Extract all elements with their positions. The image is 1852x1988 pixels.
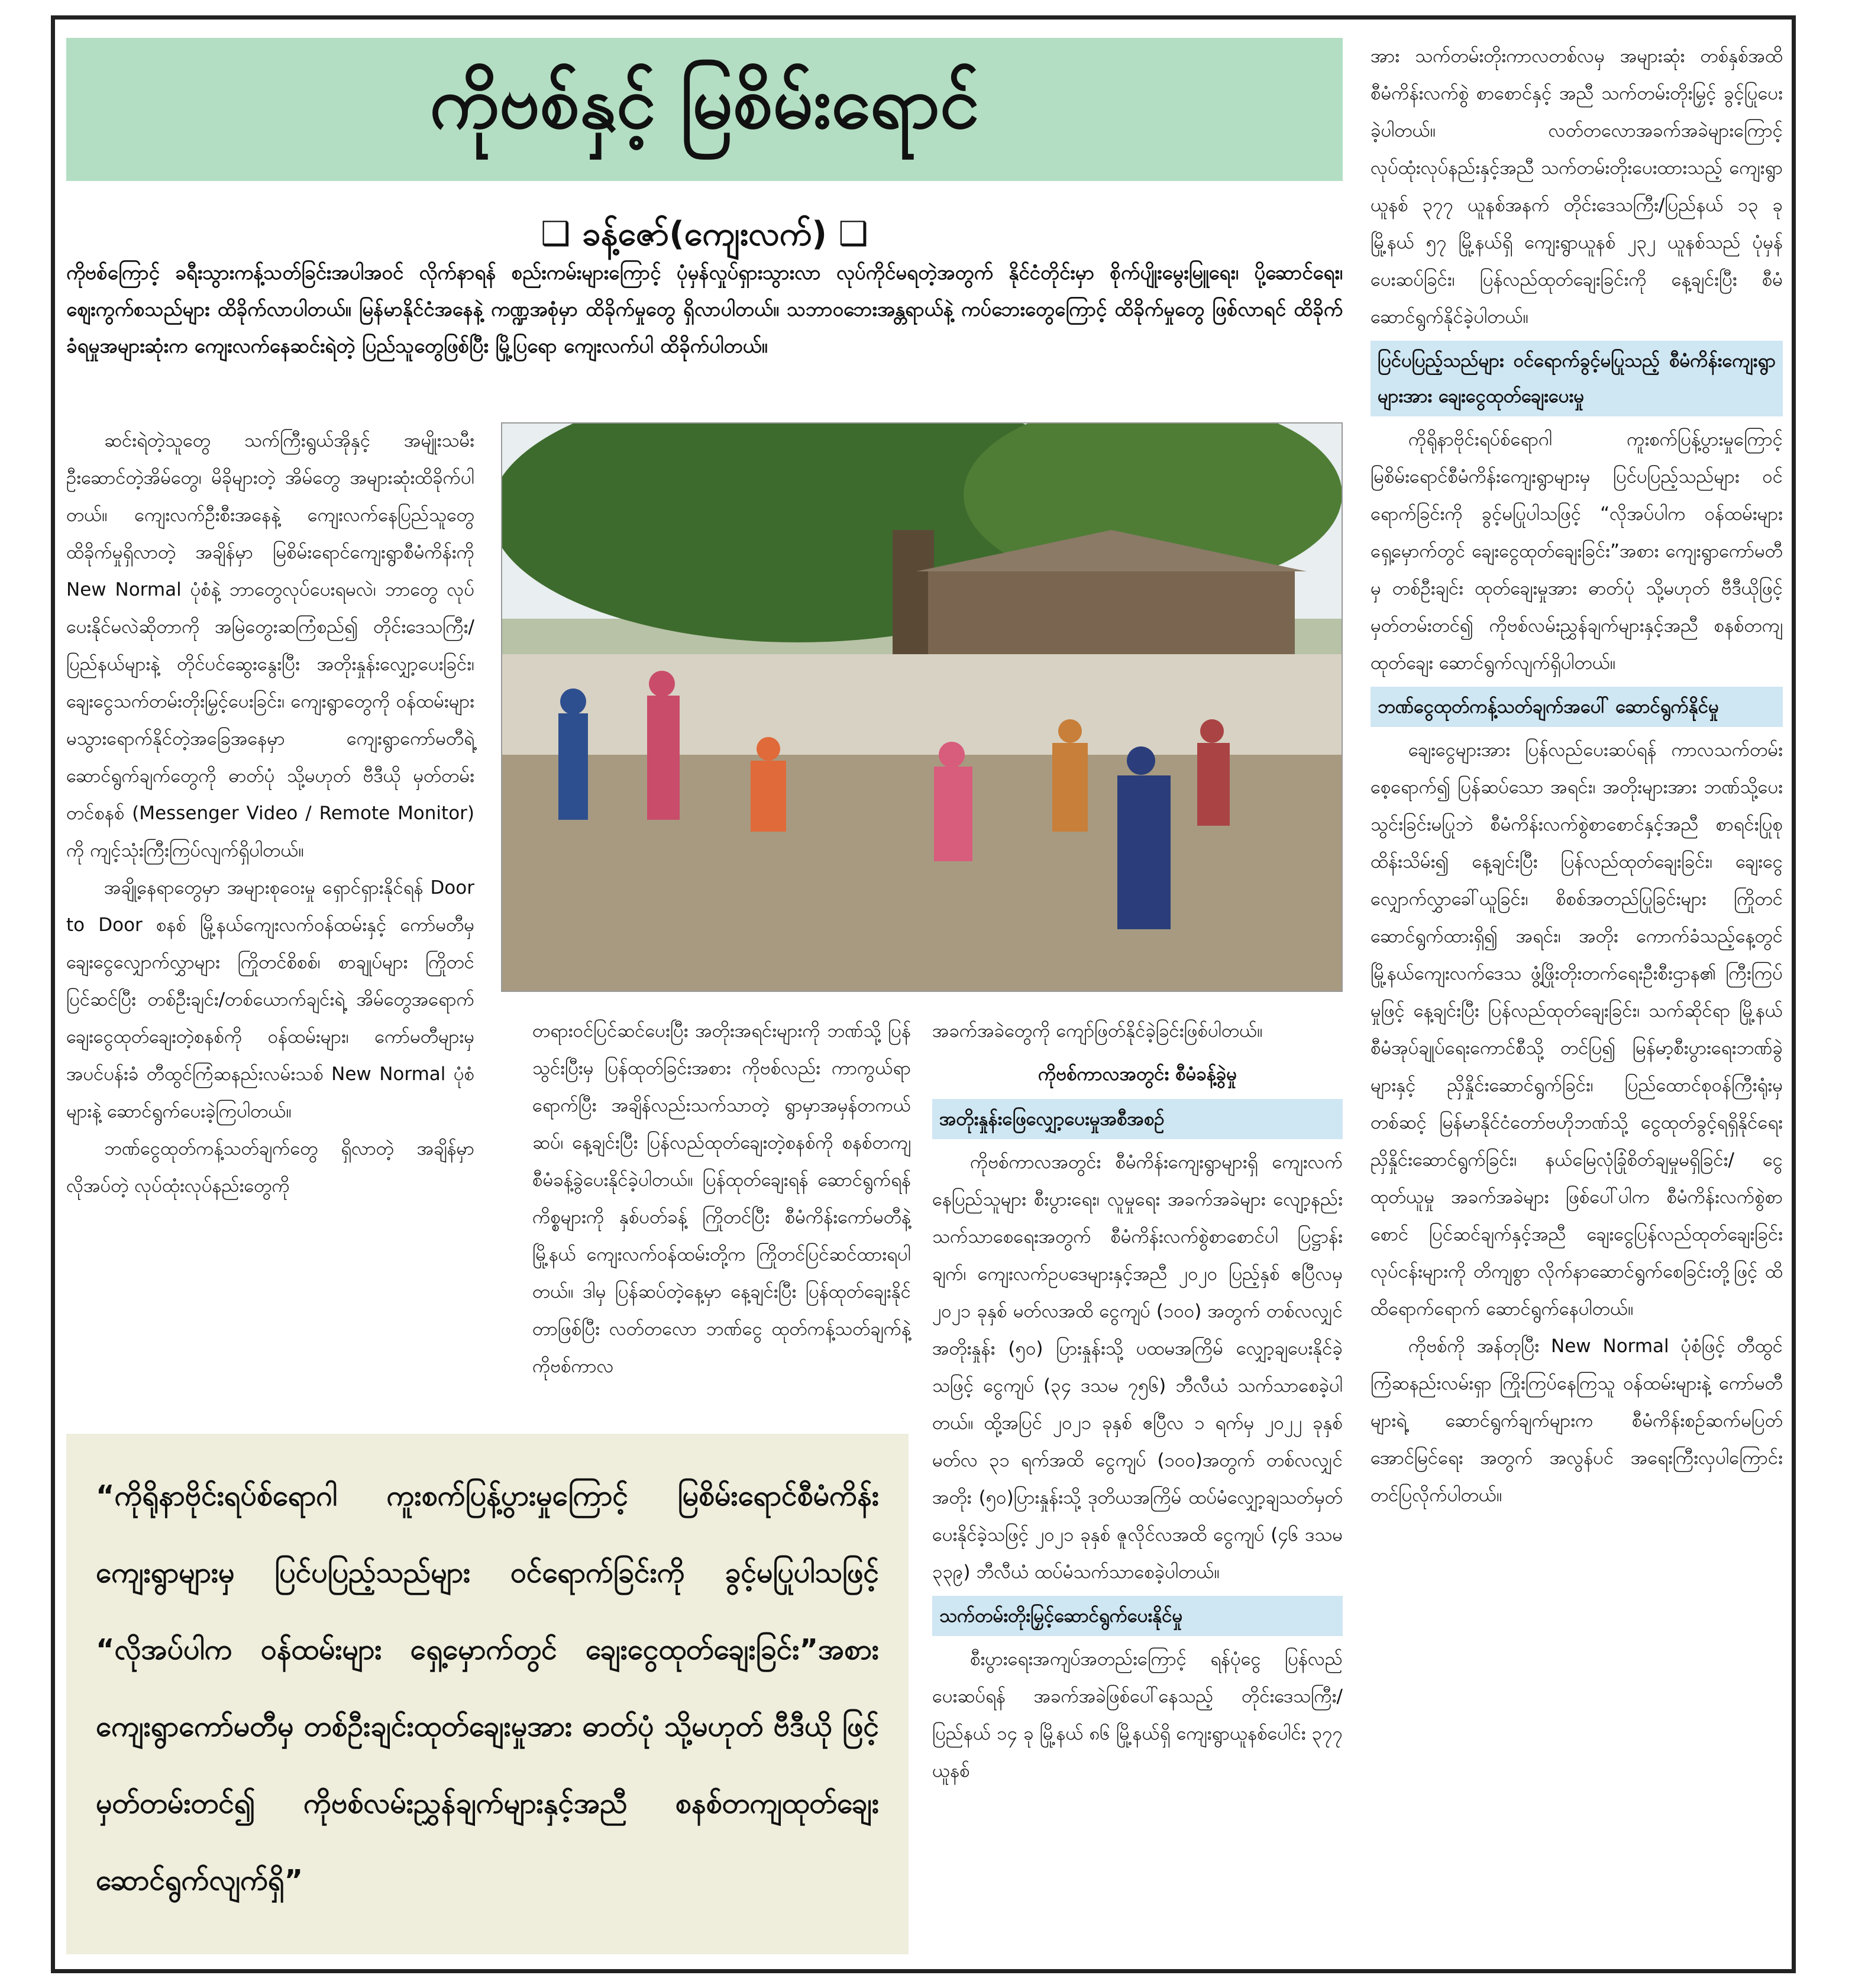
paragraph: ကိုရိုနာဗိုင်းရပ်စ်ရောဂါ ကူးစက်ပြန့်ပွားမှုကြောင့် မြစိမ်းရောင်စီမံကိန်းကျေးရွာများမှ ပြင်ပပြည့်သည်များ ဝင်ရောက်ခြင်းကို ခွင့်မပြုပါသဖြင့် “လိုအပ်ပါက ဝန်ထမ်းများ ရှေ့မှောက်တွင် ချေးငွေထုတ်ချေးခြင်း”အစား ကျေးရွာကော်မတီမှ တစ်ဦးချင်း ထုတ်ချေးမှုအား ဓာတ်ပုံ သို့မဟုတ် ဗီဒီယိုဖြင့် မှတ်တမ်းတင်၍ ကိုဗစ်လမ်းညွှန်ချက်များနှင့်အညီ စနစ်တကျထုတ်ချေး ဆောင်ရွက်လျက်ရှိပါတယ်။ <box>1371 429 1783 674</box>
subheading: ပြင်ပပြည့်သည်များ ဝင်ရောက်ခွင့်မပြုသည့် စီမံကိန်းကျေးရွာများအား ချေးငွေထုတ်ချေးပေးမှု <box>1371 341 1783 416</box>
paragraph: ကိုဗစ်ကာလအတွင်း စီမံကိန်းကျေးရွာများရှိ ကျေးလက်နေပြည်သူများ စီးပွားရေး၊ လူမှုရေး အခက်အခဲများ လျော့နည်းသက်သာစေရေးအတွက် စီမံကိန်းလက်စွဲစာစောင်ပါ ပြဋ္ဌာန်းချက်၊ ကျေးလက်ဥပဒေများနှင့်အညီ ၂၀၂၀ ပြည့်နှစ် ဧပြီလမှ ၂၀၂၁ ခုနှစ် မတ်လအထိ ငွေကျပ် (၁၀၀) အတွက် တစ်လလျှင် အတိုးနှုန်း (၅၀) ပြားနှုန်းသို့ ပထမအကြိမ် လျှော့ချပေးနိုင်ခဲ့သဖြင့် ငွေကျပ် (၃၄ ဒသမ ၇၅၆) ဘီလီယံ သက်သာစေခဲ့ပါတယ်။ ထို့အပြင် ၂၀၂၁ ခုနှစ် ဧပြီလ ၁ ရက်မှ ၂၀၂၂ ခုနှစ် မတ်လ ၃၁ ရက်အထိ ငွေကျပ် (၁၀၀)အတွက် တစ်လလျှင် အတိုး (၅၀)ပြားနှုန်းသို့ ဒုတိယအကြိမ် ထပ်မံလျှော့ချသတ်မှတ်ပေးနိုင်ခဲ့သဖြင့် ၂၀၂၁ ခုနှစ် ဇူလိုင်လအထိ ငွေကျပ် (၄၆ ဒသမ ၃၃၉) ဘီလီယံ ထပ်မံသက်သာစေခဲ့ပါတယ်။ <box>932 1152 1343 1583</box>
article-photo <box>501 422 1343 992</box>
subheading: သက်တမ်းတိုးမြှင့်ဆောင်ရွက်ပေးနိုင်မှု <box>932 1596 1343 1636</box>
byline: ❑ ခန့်ဇော်(ကျေးလက်) ❑ <box>541 215 868 253</box>
paragraph: ဆင်းရဲတဲ့သူတွေ သက်ကြီးရွယ်အိုနှင့် အမျိုးသမီး ဦးဆောင်တဲ့အိမ်တွေ၊ မိခိုများတဲ့ အိမ်တွေ အများဆုံးထိခိုက်ပါတယ်။ ကျေးလက်ဦးစီးအနေနဲ့ ကျေးလက်နေပြည်သူတွေ ထိခိုက်မှုရှိလာတဲ့ အချိန်မှာ မြစိမ်းရောင်ကျေးရွာစီမံကိန်းကို New Normal ပုံစံနဲ့ ဘာတွေလုပ်ပေးရမလဲ၊ ဘာတွေ လုပ်ပေးနိုင်မလဲဆိုတာကို အမြဲတွေးဆကြံစည်၍ တိုင်းဒေသကြီး/ပြည်နယ်များနဲ့ တိုင်ပင်ဆွေးနွေးပြီး အတိုးနှုန်းလျှော့ပေးခြင်း၊ ချေးငွေသက်တမ်းတိုးမြှင့်ပေးခြင်း၊ ကျေးရွာတွေကို ဝန်ထမ်းများ မသွားရောက်နိုင်တဲ့အခြေအနေမှာ ကျေးရွာကော်မတီရဲ့ ဆောင်ရွက်ချက်တွေကို ဓာတ်ပုံ သို့မဟုတ် ဗီဒီယို မှတ်တမ်းတင်စနစ် (Messenger Video / Remote Monitor) ကို ကျင့်သုံးကြီးကြပ်လျက်ရှိပါတယ်။ <box>66 430 474 861</box>
article-title: ကိုဗစ်နှင့် မြစိမ်းရောင် <box>429 62 980 144</box>
pull-quote: “ကိုရိုနာဗိုင်းရပ်စ်ရောဂါ ကူးစက်ပြန့်ပွားမှုကြောင့် မြစိမ်းရောင်စီမံကိန်း ကျေးရွာများမှ ပြင်ပပြည့်သည်များ ဝင်ရောက်ခြင်းကို ခွင့်မပြုပါသဖြင့် “လိုအပ်ပါက ဝန်ထမ်းများ ရှေ့မှောက်တွင် ချေးငွေထုတ်ချေးခြင်း”အစား ကျေးရွာကော်မတီမှ တစ်ဦးချင်းထုတ်ချေးမှုအား ဓာတ်ပုံ သို့မဟုတ် ဗီဒီယို ဖြင့် မှတ်တမ်းတင်၍ ကိုဗစ်လမ်းညွှန်ချက်များနှင့်အညီ စနစ်တကျထုတ်ချေး ဆောင်ရွက်လျက်ရှိ” <box>66 1434 909 1954</box>
column-3 <box>932 1013 1343 1790</box>
paragraph: ဘဏ်ငွေထုတ်ကန့်သတ်ချက်တွေ ရှိလာတဲ့ အချိန်မှာ လိုအပ်တဲ့ လုပ်ထုံးလုပ်နည်းတွေကို <box>66 1138 474 1197</box>
title-banner <box>66 38 1343 181</box>
lead-paragraph: ကိုဗစ်ကြောင့် ခရီးသွားကန့်သတ်ခြင်းအပါအဝင် လိုက်နာရန် စည်းကမ်းများကြောင့် ပုံမှန်လှုပ်ရှားသွားလာ လုပ်ကိုင်မရတဲ့အတွက် နိုင်ငံတိုင်းမှာ စိုက်ပျိုးမွေးမြူရေး၊ ပို့ဆောင်ရေး၊ ဈေးကွက်စသည်များ ထိခိုက်လာပါတယ်။ မြန်မာနိုင်ငံအနေနဲ့ ကဏ္ဍအစုံမှာ ထိခိုက်မှုတွေ ရှိလာပါတယ်။ သဘာဝဘေးအန္တရာယ်နဲ့ ကပ်ဘေးတွေကြောင့် ထိခိုက်မှုတွေ ဖြစ်လာရင် ထိခိုက်ခံရမှုအများဆုံးက ကျေးလက်နေဆင်းရဲတဲ့ ပြည်သူတွေဖြစ်ပြီး မြို့ပြရော ကျေးလက်ပါ ထိခိုက်ပါတယ်။ <box>66 261 1343 357</box>
column-4 <box>1371 38 1783 1514</box>
subheading: ဘဏ်ငွေထုတ်ကန့်သတ်ချက်အပေါ် ဆောင်ရွက်နိုင်မှု <box>1371 687 1783 727</box>
subheading: အတိုးနှုန်းဖြေလျှော့ပေးမှုအစီအစဉ် <box>932 1099 1343 1139</box>
paragraph: အခက်အခဲတွေကို ကျော်ဖြတ်နိုင်ခဲ့ခြင်းဖြစ်ပါတယ်။ <box>932 1020 1263 1042</box>
column-2 <box>532 1013 911 1385</box>
paragraph: အချို့နေရာတွေမှာ အများစုဝေးမှု ရှောင်ရှားနိုင်ရန် Door to Door စနစ် မြို့နယ်ကျေးလက်ဝန်ထမ်းနှင့် ကော်မတီမှ ချေးငွေလျှောက်လွှာများ ကြိုတင်စိစစ်၊ စာချုပ်များ ကြိုတင်ပြင်ဆင်ပြီး တစ်ဦးချင်း/တစ်ယောက်ချင်းရဲ့ အိမ်တွေအရောက် ချေးငွေထုတ်ချေးတဲ့စနစ်ကို ဝန်ထမ်းများ၊ ကော်မတီများမှ အပင်ပန်းခံ တီထွင်ကြံဆနည်းလမ်းသစ် New Normal ပုံစံများနဲ့ ဆောင်ရွက်ပေးခဲ့ကြပါတယ်။ <box>66 877 474 1122</box>
paragraph: အား သက်တမ်းတိုးကာလတစ်လမှ အများဆုံး တစ်နှစ်အထိ စီမံကိန်းလက်စွဲ စာစောင်နှင့် အညီ သက်တမ်းတိုးမြှင့် ခွင့်ပြုပေးခဲ့ပါတယ်။ လတ်တလောအခက်အခဲများကြောင့် လုပ်ထုံးလုပ်နည်းနှင့်အညီ သက်တမ်းတိုးပေးထားသည့် ကျေးရွာယူနစ် ၃၇၇ ယူနစ်အနက် တိုင်းဒေသကြီး/ပြည်နယ် ၁၃ ခု မြို့နယ် ၅၇ မြို့နယ်ရှိ ကျေးရွာယူနစ် ၂၃၂ ယူနစ်သည် ပုံမှန်ပေးဆပ်ခြင်း၊ ပြန်လည်ထုတ်ချေးခြင်းကို နေ့ချင်းပြီး စီမံဆောင်ရွက်နိုင်ခဲ့ပါတယ်။ <box>1371 46 1783 328</box>
paragraph: ကိုဗစ်ကို အန်တုပြီး New Normal ပုံစံဖြင့် တီထွင်ကြံဆနည်းလမ်းရှာ ကြိုးကြပ်နေကြသူ ဝန်ထမ်းများနဲ့ ကော်မတီများရဲ့ ဆောင်ရွက်ချက်များက စီမံကိန်းစဉ်ဆက်မပြတ် အောင်မြင်ရေး အတွက် အလွန်ပင် အရေးကြီးလှပါကြောင်း တင်ပြလိုက်ပါတယ်။ <box>1371 1336 1783 1506</box>
paragraph: ချေးငွေများအား ပြန်လည်ပေးဆပ်ရန် ကာလသက်တမ်းစေ့ရောက်၍ ပြန်ဆပ်သော အရင်း၊ အတိုးများအား ဘဏ်သို့ပေးသွင်းခြင်းမပြုဘဲ စီမံကိန်းလက်စွဲစာစောင်နှင့်အညီ စာရင်းပြုစုထိန်းသိမ်း၍ နေ့ချင်းပြီး ပြန်လည်ထုတ်ချေးခြင်း၊ ချေးငွေလျှောက်လွှာခေါ်ယူခြင်း၊ စိစစ်အတည်ပြုခြင်းများ ကြိုတင်ဆောင်ရွက်ထားရှိ၍ အရင်း၊ အတိုး ကောက်ခံသည့်နေ့တွင် မြို့နယ်ကျေးလက်ဒေသ ဖွံ့ဖြိုးတိုးတက်ရေးဦးစီးဌာန၏ ကြီးကြပ်မှုဖြင့် နေ့ချင်းပြီး ပြန်လည်ထုတ်ချေးခြင်း၊ သက်ဆိုင်ရာ မြို့နယ်စီမံအုပ်ချုပ်ရေးကောင်စီသို့ တင်ပြ၍ မြန်မာ့စီးပွားရေးဘဏ်ခွဲများနှင့် ညှိနှိုင်းဆောင်ရွက်ခြင်း၊ ပြည်ထောင်စုဝန်ကြီးရုံးမှတစ်ဆင့် မြန်မာနိုင်ငံတော်ဗဟိုဘဏ်သို့ ငွေထုတ်ခွင့်ရရှိနိုင်ရေး ညှိနှိုင်းဆောင်ရွက်ခြင်း၊ နယ်မြေလုံခြုံစိတ်ချမှုမရှိခြင်း/ ငွေထုတ်ယူမှု အခက်အခဲများ ဖြစ်ပေါ်ပါက စီမံကိန်းလက်စွဲစာစောင် ပြင်ဆင်ချက်နှင့်အညီ ချေးငွေပြန်လည်ထုတ်ချေးခြင်း လုပ်ငန်းများကို တိကျစွာ လိုက်နာဆောင်ရွက်စေခြင်းတို့ဖြင့် ထိထိရောက်ရောက် ဆောင်ရွက်နေပါတယ်။ <box>1371 739 1783 1320</box>
photo-villagers-distancing <box>502 424 1343 992</box>
paragraph: စီးပွားရေးအကျပ်အတည်းကြောင့် ရန်ပုံငွေ ပြန်လည်ပေးဆပ်ရန် အခက်အခဲဖြစ်ပေါ်နေသည့် တိုင်းဒေသကြီး/ ပြည်နယ် ၁၄ ခု မြို့နယ် ၈၆ မြို့နယ်ရှိ ကျေးရွာယူနစ်ပေါင်း ၃၇၇ ယူနစ် <box>932 1648 1343 1782</box>
section-heading: ကိုဗစ်ကာလအတွင်း စီမံခန့်ခွဲမှု <box>1038 1064 1237 1085</box>
paragraph: တရားဝင်ပြင်ဆင်ပေးပြီး အတိုးအရင်းများကို ဘဏ်သို့ ပြန်သွင်းပြီးမှ ပြန်ထုတ်ခြင်းအစား ကိုဗစ်လည်း ကာကွယ်ရာရောက်ပြီး အချိန်လည်းသက်သာတဲ့ ရွာမှာအမှန်တကယ် ဆပ်၊ နေ့ချင်းပြီး ပြန်လည်ထုတ်ချေးတဲ့စနစ်ကို စနစ်တကျ စီမံခန့်ခွဲပေးနိုင်ခဲ့ပါတယ်။ ပြန်ထုတ်ချေးရန် ဆောင်ရွက်ရန်ကိစ္စများကို နှစ်ပတ်ခန့် ကြိုတင်ပြီး စီမံကိန်းကော်မတီနဲ့ မြို့နယ် ကျေးလက်ဝန်ထမ်းတို့က ကြိုတင်ပြင်ဆင်ထားရပါတယ်။ ဒါမှ ပြန်ဆပ်တဲ့နေ့မှာ နေ့ချင်းပြီး ပြန်ထုတ်ချေးနိုင်တာဖြစ်ပြီး လတ်တလော ဘဏ်ငွေ ထုတ်ကန့်သတ်ချက်နဲ့ ကိုဗစ်ကာလ <box>532 1020 911 1377</box>
column-1 <box>66 422 474 1205</box>
